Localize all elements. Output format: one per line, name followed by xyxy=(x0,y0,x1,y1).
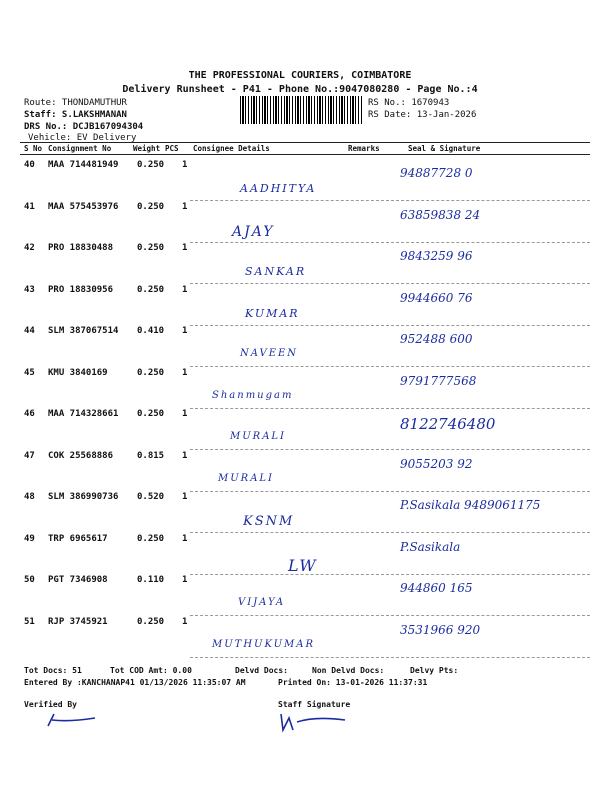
row-consignment: TRP 6965617 xyxy=(48,533,108,544)
table-row xyxy=(0,243,600,285)
verified-by-label: Verified By xyxy=(24,700,77,709)
consignee-handwriting: MUTHUKUMAR xyxy=(212,638,316,650)
row-consignment: MAA 575453976 xyxy=(48,201,119,212)
row-weight: 0.815 xyxy=(137,450,165,461)
row-weight: 0.410 xyxy=(137,326,165,336)
company-title: THE PROFESSIONAL COURIERS, COIMBATORE xyxy=(188,70,412,81)
tot-cod: Tot COD Amt: 0.00 xyxy=(110,666,192,675)
table-row xyxy=(0,451,600,493)
row-consignment: MAA 714328661 xyxy=(48,409,119,419)
consignee-handwriting: LW xyxy=(288,555,318,575)
row-consignment: COK 25568886 xyxy=(48,450,114,461)
printed-on: Printed On: 13-01-2026 11:37:31 xyxy=(278,678,428,687)
row-sno: 46 xyxy=(24,409,35,419)
signature-handwriting: 944860 165 xyxy=(400,581,473,595)
delvd-docs: Delvd Docs: xyxy=(235,666,288,675)
delvy-pts: Delvy Pts: xyxy=(410,666,459,675)
consignee-handwriting: AADHITYA xyxy=(240,182,317,195)
row-consignment: KMU 3840169 xyxy=(48,367,108,378)
row-consignment: MAA 714481949 xyxy=(48,160,119,170)
row-consignment: SLM 387067514 xyxy=(48,326,119,336)
row-pcs: 1 xyxy=(182,492,188,502)
row-pcs: 1 xyxy=(182,409,188,419)
signature-handwriting: 3531966 920 xyxy=(400,622,481,637)
consignee-handwriting: KUMAR xyxy=(245,306,300,320)
table-row xyxy=(0,160,600,202)
table-row xyxy=(0,409,600,451)
row-consignment: RJP 3745921 xyxy=(48,616,108,627)
signature-handwriting: 9791777568 xyxy=(400,373,477,388)
row-sno: 51 xyxy=(24,616,35,627)
row-weight: 0.520 xyxy=(137,492,165,502)
barcode xyxy=(240,96,362,124)
consignee-handwriting: SANKAR xyxy=(245,265,307,278)
staff-signature-label: Staff Signature xyxy=(278,700,351,709)
consignee-handwriting: MURALI xyxy=(230,431,287,442)
signature-handwriting: 63859838 24 xyxy=(400,207,481,222)
col-remarks: Remarks xyxy=(348,144,380,153)
row-weight: 0.250 xyxy=(137,160,165,170)
row-sno: 45 xyxy=(24,367,35,378)
col-pcs: PCS xyxy=(165,144,179,153)
signature-handwriting: P.Sasikala 9489061175 xyxy=(400,498,541,512)
row-weight: 0.250 xyxy=(137,284,165,295)
consignee-handwriting: KSNM xyxy=(243,514,295,529)
row-weight: 0.250 xyxy=(137,201,165,212)
col-consignment: Consignment No xyxy=(48,144,112,153)
staff-signature-mark xyxy=(275,708,355,736)
rs-number: RS No.: 1670943 xyxy=(368,98,450,108)
table-row xyxy=(0,575,600,617)
non-delvd-docs: Non Delvd Docs: xyxy=(312,666,385,675)
row-weight: 0.110 xyxy=(137,575,165,585)
row-sno: 40 xyxy=(24,160,35,170)
signature-handwriting: 9843259 96 xyxy=(400,249,473,263)
row-weight: 0.250 xyxy=(137,533,165,544)
drs-number: DRS No.: DCJB167094304 xyxy=(24,122,144,132)
table-row xyxy=(0,534,600,576)
row-sno: 48 xyxy=(24,492,35,502)
row-pcs: 1 xyxy=(182,575,188,585)
row-pcs: 1 xyxy=(182,450,188,461)
signature-handwriting: 94887728 0 xyxy=(400,166,473,180)
row-consignment: PRO 18830956 xyxy=(48,284,114,295)
table-row xyxy=(0,285,600,327)
entered-by: Entered By :KANCHANAP41 01/13/2026 11:35:07 AM xyxy=(24,678,246,687)
row-sno: 43 xyxy=(24,284,35,295)
consignee-handwriting: MURALI xyxy=(218,472,275,484)
table-row xyxy=(0,492,600,534)
row-pcs: 1 xyxy=(182,367,188,378)
col-signature: Seal & Signature xyxy=(408,144,481,153)
signature-handwriting: 8122746480 xyxy=(400,415,496,433)
row-pcs: 1 xyxy=(182,243,188,253)
table-row xyxy=(0,368,600,410)
row-consignment: SLM 386990736 xyxy=(48,492,119,502)
tot-docs: Tot Docs: 51 xyxy=(24,666,82,675)
row-sno: 41 xyxy=(24,201,35,212)
table-row xyxy=(0,326,600,368)
signature-handwriting: 9944660 76 xyxy=(400,290,473,305)
table-row xyxy=(0,617,600,659)
row-consignment: PGT 7346908 xyxy=(48,575,108,585)
runsheet-subtitle: Delivery Runsheet - P41 - Phone No.:9047080280 - Page No.:4 xyxy=(122,84,478,95)
row-weight: 0.250 xyxy=(137,243,165,253)
row-weight: 0.250 xyxy=(137,409,165,419)
row-sno: 49 xyxy=(24,533,35,544)
header-top-line xyxy=(20,142,590,143)
row-pcs: 1 xyxy=(182,616,188,627)
col-sno: S No xyxy=(24,144,43,153)
staff: Staff: S.LAKSHMANAN xyxy=(24,110,127,120)
row-consignment: PRO 18830488 xyxy=(48,243,114,253)
col-consignee: Consignee Details xyxy=(193,144,270,153)
col-weight: Weight xyxy=(133,144,161,153)
table-row xyxy=(0,202,600,244)
row-pcs: 1 xyxy=(182,160,188,170)
consignee-handwriting: AJAY xyxy=(232,223,275,240)
rs-date: RS Date: 13-Jan-2026 xyxy=(368,110,477,120)
signature-handwriting: 9055203 92 xyxy=(400,456,473,471)
signature-handwriting: 952488 600 xyxy=(400,332,473,346)
row-sno: 44 xyxy=(24,326,35,336)
row-pcs: 1 xyxy=(182,533,188,544)
header-bottom-line xyxy=(20,154,590,155)
row-weight: 0.250 xyxy=(137,367,165,378)
row-sno: 50 xyxy=(24,575,35,585)
row-sno: 47 xyxy=(24,450,35,461)
row-divider xyxy=(190,657,590,658)
signature-handwriting: P.Sasikala xyxy=(400,539,461,554)
verified-by-signature xyxy=(40,708,100,736)
vehicle: Vehicle: EV Delivery xyxy=(28,133,137,143)
row-sno: 42 xyxy=(24,243,35,253)
consignee-handwriting: Shanmugam xyxy=(212,389,294,401)
row-pcs: 1 xyxy=(182,284,188,295)
row-weight: 0.250 xyxy=(137,616,165,627)
consignee-handwriting: NAVEEN xyxy=(240,348,299,359)
row-pcs: 1 xyxy=(182,326,188,336)
consignee-handwriting: VIJAYA xyxy=(238,597,286,608)
row-pcs: 1 xyxy=(182,201,188,212)
route: Route: THONDAMUTHUR xyxy=(24,98,127,108)
